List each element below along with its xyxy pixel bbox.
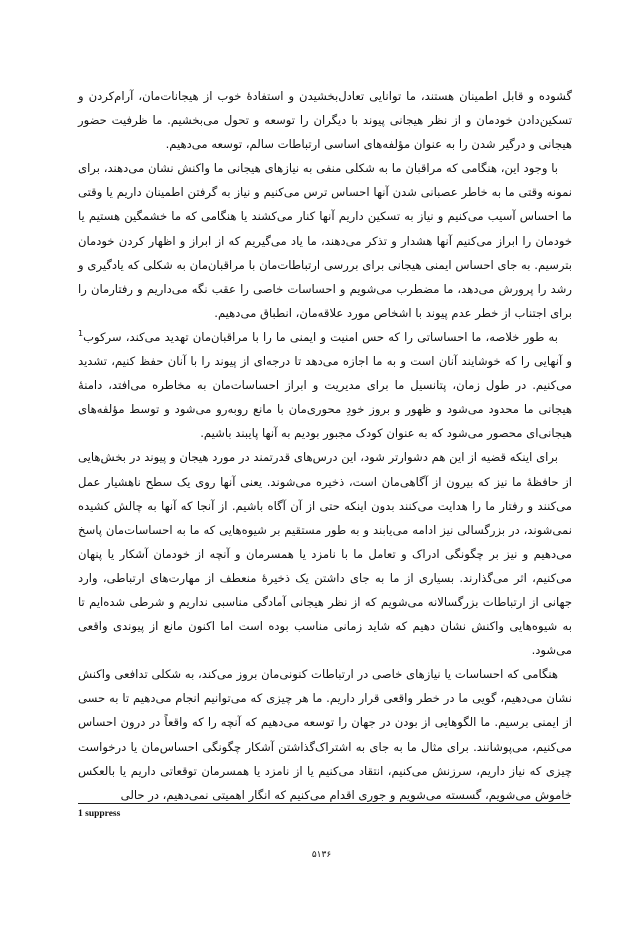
footnote: 1 suppress <box>78 809 121 819</box>
paragraph-text: و آنهایی را که خوشایند آنان است و به ما اجازه می‌دهد تا درجه‌ای از پیوند را با آنان حفظ کنیم، تشدید می‌کنیم. در طول زمان، پتانسیل ما برای مدیریت و ابراز احساسات‌مان به مخاطره می‌افتد، دامنهٔ هیجانی ما محدود می‌شود و ظهور و بروز خودِ محوری‌مان با مانع روبه‌رو می‌شود و توسط مؤلفه‌های هیجانی‌ای محصور می‌شود که به عنوان کودک مجبور بودیم به آنها پایبند باشیم. <box>78 354 572 441</box>
paragraph-text: گشوده و قابل اطمینان هستند، ما توانایی تعادل‌بخشیدن و استفادهٔ خوب از هیجانات‌مان، آرام‌کردن و تسکین‌دادن خودمان و از نظر هیجانی پیوند با دیگران را توسعه و تحول می‌بخشیم. ما ظرفیت حضور هیجانی و درگیر شدن را به عنوان مؤلفه‌های اساسی ارتباطات سالم، توسعه می‌دهیم. <box>78 89 572 152</box>
paragraph-text: به طور خلاصه، ما احساساتی را که حس امنیت و ایمنی ما را با مراقبان‌مان تهدید می‌کند، سرکوب <box>83 329 558 344</box>
paragraph <box>78 84 572 156</box>
body-text <box>78 84 572 807</box>
footnote-divider <box>78 803 570 804</box>
paragraph-text: با وجود این، هنگامی که مراقبان ما به شکلی منفی به نیازهای هیجانی ما واکنش نشان می‌دهند، برای نمونه وقتی ما به خاطر عصبانی شدن آنها احساس ترس می‌کنیم و نیاز به گرفتن اطمینان داریم یا وقتی ما احساس آسیب می‌کنیم و نیاز به تسکین داریم آنها کنار می‌کشند یا هنگامی که ما خشمگین هستیم یا خودمان را ابراز می‌کنیم آنها هشدار و تذکر می‌دهند، ما یاد می‌گیریم که از ابراز و اظهار کردن خودمان بترسیم. به جای احساس ایمنی هیجانی برای بررسی ارتباطات‌مان با مراقبان‌مان به شکلی که یادگیری و رشد را پرورش می‌دهد، ما مضطرب می‌شویم و احساسات خاصی را عقب نگه می‌داریم و رفتارمان را برای اجتناب از خطر عدم پیوند با اشخاص مورد علاقه‌مان، انطباق می‌دهیم. <box>78 161 572 320</box>
paragraph-text: برای اینکه قضیه از این هم دشوارتر شود، این درس‌های قدرتمند در مورد هیجان و پیوند در بخش‌هایی از حافظهٔ ما نیز که بیرون از آگاهی‌مان است، ذخیره می‌شوند. یعنی آنها روی یک سطح ناهشیار عمل می‌کنند و رفتار ما را هدایت می‌کنند بدون اینکه حتی از آن آگاه باشیم. از آنجا که آنها به چالش کشیده نمی‌شوند، در بزرگسالی نیز ادامه می‌یابند و به طور مستقیم بر شیوه‌هایی که ما به احساسات‌مان پاسخ می‌دهیم و نیز بر چگونگی ادراک و تعامل ما با نامزد یا همسرمان و آنچه از خودمان آشکار یا پنهان می‌کنیم، اثر می‌گذارند. بسیاری از ما به جای داشتن یک ذخیرهٔ منعطف از مهارت‌های ارتباطی، وارد جهانی از ارتباطات بزرگسالانه می‌شویم که از نظر هیجانی آمادگی مناسبی نداریم و شرطی شده‌ایم تا به شیوه‌هایی واکنش نشان دهیم که شاید زمانی مناسب بوده است اما اکنون مانع از پیوندی واقعی می‌شود. <box>78 450 572 658</box>
footnote-reference[interactable]: 1 <box>78 329 84 339</box>
page-number: ۵۱۳۶ <box>311 850 332 860</box>
paragraph <box>78 662 572 807</box>
paragraph <box>78 156 572 325</box>
paragraph <box>78 325 572 445</box>
paragraph <box>78 445 572 662</box>
paragraph-text: هنگامی که احساسات یا نیازهای خاصی در ارتباطات کنونی‌مان بروز می‌کند، به شکلی تدافعی واکنش نشان می‌دهیم، گویی ما در خطر واقعی قرار داریم. ما هر چیزی که می‌توانیم انجام می‌دهیم تا به حسی از ایمنی برسیم. ما الگوهایی از بودن در جهان را توسعه می‌دهیم که آنچه را که واقعاً در درون احساس می‌کنیم، می‌پوشانند. برای مثال ما به جای به اشتراک‌گذاشتن آشکار چگونگی احساس‌مان یا درخواست چیزی که نیاز داریم، سرزنش می‌کنیم، انتقاد می‌کنیم یا از نامزد یا همسرمان توقعاتی داریم یا بالعکس خاموش می‌شویم، گسسته می‌شویم و جوری اقدام می‌کنیم که انگار اهمیتی نمی‌دهیم، در حالی <box>78 667 572 802</box>
